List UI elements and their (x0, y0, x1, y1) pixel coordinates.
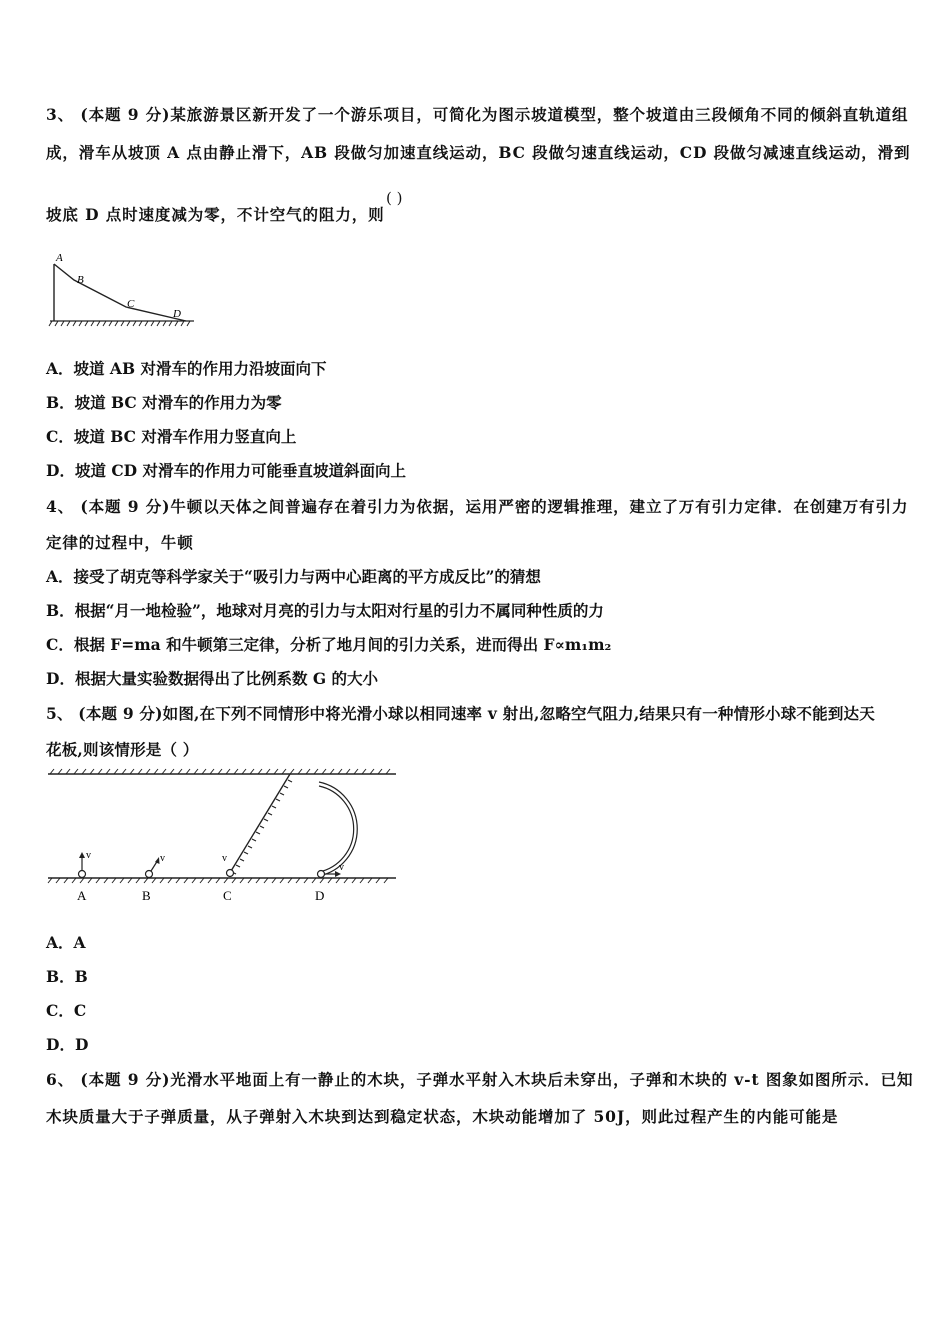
q3-option-c[interactable]: C．坡道 BC 对滑车作用力竖直向上 (46, 427, 297, 446)
semicircle-track-inner (319, 786, 354, 872)
velocity-label-d: v (339, 862, 344, 873)
q5-number: 5、 (46, 704, 73, 723)
q3-option-b[interactable]: B．坡道 BC 对滑车的作用力为零 (46, 393, 282, 412)
q3-text-1: (本题 9 分)某旅游景区新开发了一个游乐项目，可简化为图示坡道模型，整个坡道由三段倾角不同的倾斜直轨道组 (80, 105, 909, 124)
q4-option-d[interactable]: D．根据大量实验数据得出了比例系数 G 的大小 (46, 669, 378, 688)
q4-number: 4、 (46, 497, 75, 516)
q5-option-a[interactable]: A．A (46, 933, 86, 952)
q3-slope-figure (46, 250, 206, 330)
q3-line-3: 坡底 D 点时速度减为零，不计空气的阻力，则 (46, 205, 385, 224)
case-a-label: A (77, 888, 87, 903)
ceiling-hatch (48, 769, 396, 774)
q5-option-d[interactable]: D．D (46, 1035, 89, 1054)
q4-text-1: (本题 9 分)牛顿以天体之间普遍存在着引力为依据，运用严密的逻辑推理，建立了万有引力定律．在创建万有引力 (80, 497, 909, 516)
q5-option-b[interactable]: B．B (46, 967, 88, 986)
q4-line-1 (46, 495, 908, 517)
slope-track (54, 264, 186, 321)
q5-option-c[interactable]: C．C (46, 1001, 87, 1020)
point-a-label: A (56, 252, 63, 264)
ball-b (146, 871, 153, 878)
point-d-label: D (173, 308, 181, 320)
q3-option-a[interactable]: A．坡道 AB 对滑车的作用力沿坡面向下 (46, 359, 327, 378)
q4-option-c[interactable]: C．根据 F=ma 和牛顿第三定律，分析了地月间的引力关系，进而得出 F∝m₁m₂ (46, 635, 612, 654)
q5-line-1 (46, 702, 875, 724)
q5-line-2: 花板,则该情形是（ ） (46, 740, 199, 759)
q6-text-1: (本题 9 分)光滑水平地面上有一静止的木块，子弹水平射入木块后未穿出，子弹和木块的 v-t 图象如图所示．已知 (80, 1070, 914, 1089)
point-c-label: C (127, 298, 135, 310)
velocity-label-b: v (160, 853, 165, 864)
q6-line-1 (46, 1068, 913, 1090)
q4-option-a[interactable]: A．接受了胡克等科学家关于“吸引力与两中心距离的平方成反比”的猜想 (46, 567, 541, 586)
q4-option-b[interactable]: B．根据“月一地检验”，地球对月亮的引力与太阳对行星的引力不属同种性质的力 (46, 601, 604, 620)
ball-d (318, 871, 325, 878)
ground-hatch (48, 878, 396, 883)
ball-c (227, 870, 234, 877)
velocity-label-c: v (222, 853, 227, 864)
q3-line-1 (46, 103, 908, 125)
q3-line-2: 成，滑车从坡顶 A 点由静止滑下，AB 段做匀加速直线运动，BC 段做匀速直线运动，CD 段做匀减速直线运动，滑到 (46, 143, 911, 162)
q6-line-2: 木块质量大于子弹质量，从子弹射入木块到达到稳定状态，木块动能增加了 50J，则此过程产生的内能可能是 (46, 1107, 839, 1126)
q3-number: 3、 (46, 105, 75, 124)
incline-ramp (228, 774, 290, 876)
ground-hatch (49, 321, 194, 326)
q4-line-2: 定律的过程中，牛顿 (46, 533, 194, 552)
q5-text-1: (本题 9 分)如图,在下列不同情形中将光滑小球以相同速率 v 射出,忽略空气阻力,结果只有一种情形小球不能到达天 (78, 704, 875, 723)
case-b-label: B (142, 888, 151, 903)
velocity-label-a: v (86, 850, 91, 861)
q5-launch-figure (46, 766, 398, 906)
case-d-label: D (315, 888, 325, 903)
q3-answer-bracket: ( ) (386, 189, 403, 207)
point-b-label: B (77, 274, 84, 286)
q6-number: 6、 (46, 1070, 75, 1089)
case-c-label: C (223, 888, 232, 903)
q3-option-d[interactable]: D．坡道 CD 对滑车的作用力可能垂直坡道斜面向上 (46, 461, 407, 480)
ball-a (79, 871, 86, 878)
